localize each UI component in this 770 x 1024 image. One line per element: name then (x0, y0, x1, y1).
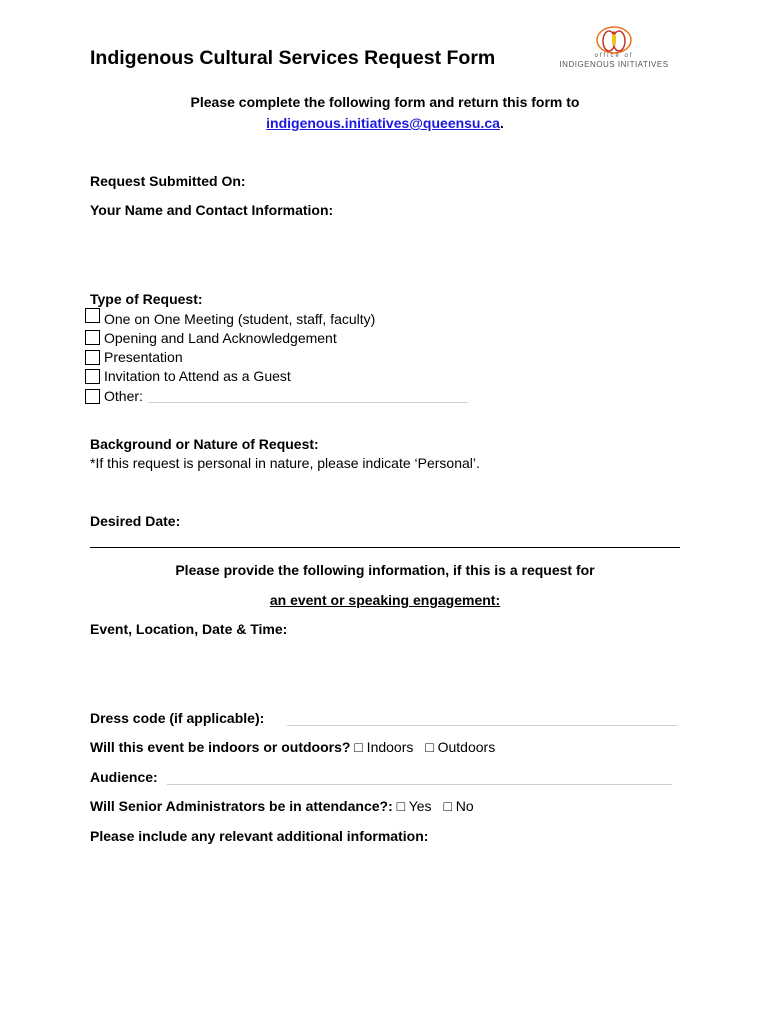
event-intro-line: Please provide the following information, if this is a request for (175, 562, 595, 578)
background-note: *If this request is personal in nature, please indicate ‘Personal’. (90, 455, 480, 471)
option-presentation: Presentation (104, 349, 183, 365)
checkbox-invitation[interactable] (85, 369, 100, 384)
intro-email-line (0, 115, 770, 131)
form-title: Indigenous Cultural Services Request Form (90, 47, 496, 69)
background-heading: Background or Nature of Request: (90, 436, 319, 452)
checkbox-other[interactable] (85, 389, 100, 404)
section-divider (90, 547, 680, 548)
senior-admin-question: Will Senior Administrators be in attendance?: (90, 798, 393, 814)
checkbox-presentation[interactable] (85, 350, 100, 365)
additional-info-label: Please include any relevant additional information: (90, 828, 429, 844)
outdoors-option[interactable]: □ Outdoors (425, 739, 496, 755)
other-input-line[interactable] (148, 402, 468, 403)
office-logo (553, 26, 675, 84)
option-other: Other: (104, 388, 143, 404)
event-intro-underlined: an event or speaking engagement: (269, 592, 501, 608)
senior-admin-row (90, 798, 474, 814)
indoors-question: Will this event be indoors or outdoors? (90, 739, 351, 755)
dress-code-input-line[interactable] (287, 725, 677, 726)
logo-text-initiatives: INDIGENOUS INITIATIVES (559, 60, 669, 69)
option-opening-land: Opening and Land Acknowledgement (104, 330, 337, 346)
option-one-on-one: One on One Meeting (student, staff, faculty) (104, 311, 376, 327)
audience-input-line[interactable] (167, 784, 672, 785)
dress-code-label: Dress code (if applicable): (90, 710, 265, 726)
logo-text-office: office of (594, 53, 634, 59)
audience-label: Audience: (90, 769, 158, 785)
name-contact-label: Your Name and Contact Information: (90, 202, 334, 218)
type-of-request-heading: Type of Request: (90, 291, 203, 307)
submitted-on-label: Request Submitted On: (90, 173, 246, 189)
event-location-label: Event, Location, Date & Time: (90, 621, 288, 637)
indoors-outdoors-row (90, 739, 495, 755)
email-period: . (499, 115, 504, 131)
indoors-option[interactable]: □ Indoors (354, 739, 414, 755)
option-invitation: Invitation to Attend as a Guest (104, 368, 291, 384)
checkbox-opening-land[interactable] (85, 330, 100, 345)
desired-date-label: Desired Date: (90, 513, 181, 529)
intro-line: Please complete the following form and return this form to (190, 94, 580, 110)
email-link[interactable]: indigenous.initiatives@queensu.ca (266, 115, 500, 131)
yes-option[interactable]: □ Yes (396, 798, 432, 814)
no-option[interactable]: □ No (443, 798, 474, 814)
checkbox-one-on-one[interactable] (85, 308, 100, 323)
logo-emblem-icon (553, 26, 675, 56)
